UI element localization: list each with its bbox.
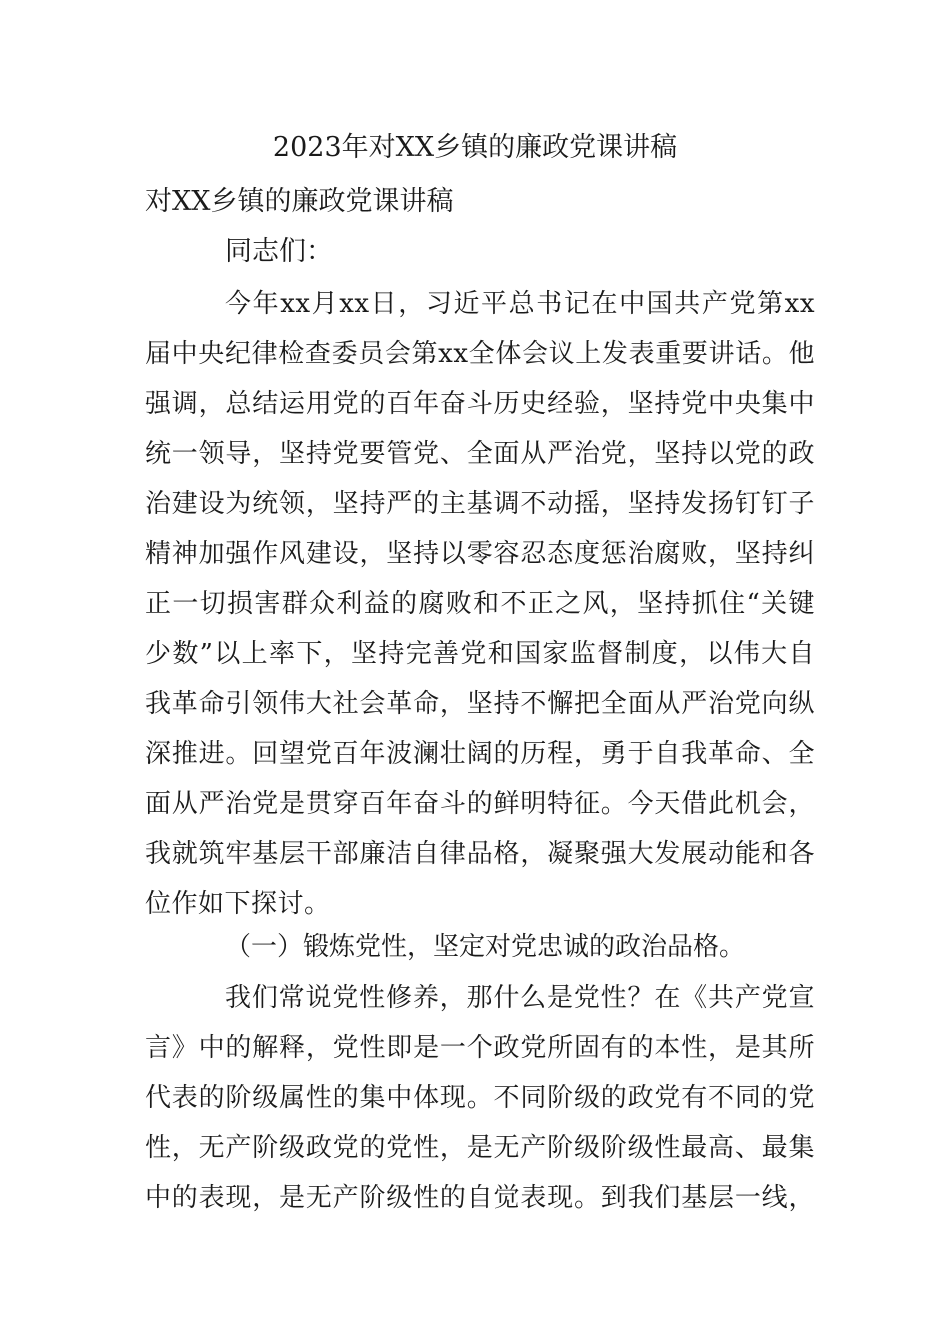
paragraph-line: 正一切损害群众利益的腐败和不正之风，坚持抓住“关键 <box>145 589 815 619</box>
paragraph-party-spirit <box>145 973 815 1223</box>
paragraph-line: 代表的阶级属性的集中体现。不同阶级的政党有不同的党 <box>145 1083 815 1113</box>
paragraph-line: 性，无产阶级政党的党性，是无产阶级阶级性最高、最集 <box>145 1133 815 1163</box>
paragraph-line: 位作如下探讨。 <box>145 889 331 919</box>
document-subtitle: 对XX乡镇的廉政党课讲稿 <box>145 186 454 217</box>
paragraph-line: 中的表现，是无产阶级性的自觉表现。到我们基层一线， <box>145 1183 815 1213</box>
paragraph-line: 少数”以上率下，坚持完善党和国家监督制度，以伟大自 <box>145 639 815 669</box>
paragraph-line: 我就筑牢基层干部廉洁自律品格，凝聚强大发展动能和各 <box>145 839 815 869</box>
paragraph-line: 我们常说党性修养，那什么是党性？在《共产党宣 <box>225 983 815 1013</box>
paragraph-line: 统一领导，坚持党要管党、全面从严治党，坚持以党的政 <box>145 439 815 469</box>
paragraph-line: 言》中的解释，党性即是一个政党所固有的本性，是其所 <box>145 1033 815 1063</box>
paragraph-line: 面从严治党是贯穿百年奋斗的鲜明特征。今天借此机会， <box>145 789 815 819</box>
paragraph-line: 治建设为统领，坚持严的主基调不动摇，坚持发扬钉钉子 <box>145 489 815 519</box>
salutation: 同志们： <box>225 236 333 267</box>
paragraph-opening <box>145 279 815 929</box>
paragraph-line: 强调，总结运用党的百年奋斗历史经验，坚持党中央集中 <box>145 389 815 419</box>
document-title: 2023年对XX乡镇的廉政党课讲稿 <box>272 132 678 163</box>
paragraph-line: 我革命引领伟大社会革命，坚持不懈把全面从严治党向纵 <box>145 689 815 719</box>
paragraph-line: 届中央纪律检查委员会第xx全体会议上发表重要讲话。他 <box>145 339 815 369</box>
section-heading: （一）锻炼党性，坚定对党忠诚的政治品格。 <box>225 932 746 962</box>
paragraph-line: 深推进。回望党百年波澜壮阔的历程，勇于自我革命、全 <box>145 739 815 769</box>
paragraph-line: 精神加强作风建设，坚持以零容忍态度惩治腐败，坚持纠 <box>145 539 815 569</box>
paragraph-line: 今年xx月xx日，习近平总书记在中国共产党第xx <box>225 289 815 319</box>
